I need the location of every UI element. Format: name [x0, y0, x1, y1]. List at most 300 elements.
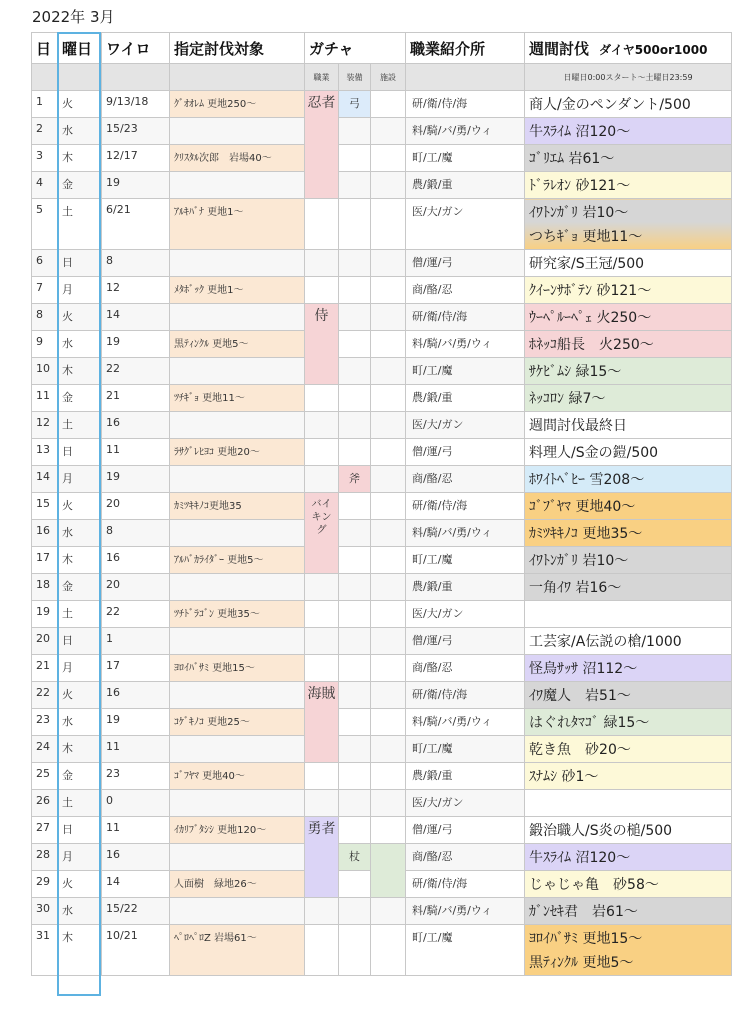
table-row — [32, 466, 732, 493]
weekly-hunt — [525, 199, 732, 250]
wairo-value: 14 — [102, 871, 170, 898]
gacha-job — [305, 601, 339, 628]
weekly-hunt — [525, 172, 732, 199]
job-office: 研/衛/侍/海 — [406, 493, 525, 520]
job-office: 研/衛/侍/海 — [406, 682, 525, 709]
gacha-equip — [339, 817, 371, 844]
gacha-job — [305, 385, 339, 412]
table-row — [32, 898, 732, 925]
weekly-hunt-line: 商人/金のペンダント/500 — [529, 97, 691, 113]
weekly-hunt-line: ﾄﾞﾗﾚｵﾝ 砂121〜 — [529, 178, 631, 194]
target-monster: ｸﾞｵｵﾚﾑ 更地250〜 — [170, 91, 305, 118]
target-monster: 黒ﾃｨﾝｸﾙ 更地5〜 — [170, 331, 305, 358]
day-number: 4 — [32, 172, 58, 199]
gacha-equip — [339, 493, 371, 520]
job-office: 医/大/ガン — [406, 412, 525, 439]
gacha-facility — [371, 91, 406, 118]
day-number: 27 — [32, 817, 58, 844]
gacha-job: 勇者 — [305, 817, 339, 898]
weekday: 日 — [58, 628, 102, 655]
day-number: 10 — [32, 358, 58, 385]
weekday: 火 — [58, 871, 102, 898]
target-monster: ｺｹﾞｷﾉｺ 更地25〜 — [170, 709, 305, 736]
weekday: 水 — [58, 898, 102, 925]
weekday: 木 — [58, 547, 102, 574]
wairo-value: 9/13/18 — [102, 91, 170, 118]
weekday: 水 — [58, 331, 102, 358]
gacha-job — [305, 574, 339, 601]
job-office: 農/鍛/重 — [406, 385, 525, 412]
weekly-hunt — [525, 628, 732, 655]
weekday: 金 — [58, 172, 102, 199]
table-row — [32, 574, 732, 601]
gacha-facility — [371, 250, 406, 277]
gacha-equip — [339, 736, 371, 763]
weekly-hunt-line: ｲﾜ魔人 岩51〜 — [529, 688, 631, 704]
gacha-facility — [371, 145, 406, 172]
weekly-hunt — [525, 709, 732, 736]
table-row — [32, 763, 732, 790]
weekly-hunt-line: 鍛治職人/S炎の槌/500 — [529, 823, 673, 839]
gacha-equip — [339, 709, 371, 736]
weekday: 水 — [58, 709, 102, 736]
weekly-hunt — [525, 493, 732, 520]
job-office: 料/騎/バ/勇/ウィ — [406, 331, 525, 358]
wairo-value: 20 — [102, 493, 170, 520]
weekly-hunt — [525, 520, 732, 547]
gacha-job — [305, 277, 339, 304]
job-office: 農/鍛/重 — [406, 574, 525, 601]
target-monster — [170, 304, 305, 331]
target-monster: ﾗｻｸﾞﾚﾋﾖｺ 更地20〜 — [170, 439, 305, 466]
gacha-facility — [371, 199, 406, 250]
target-monster: ｱﾙｷﾊﾞﾅ 更地1〜 — [170, 199, 305, 250]
weekly-hunt — [525, 250, 732, 277]
weekday: 月 — [58, 655, 102, 682]
gacha-equip — [339, 145, 371, 172]
day-number: 11 — [32, 385, 58, 412]
day-number: 1 — [32, 91, 58, 118]
day-number: 16 — [32, 520, 58, 547]
job-office: 僧/運/弓 — [406, 250, 525, 277]
table-row — [32, 844, 732, 871]
table-row — [32, 172, 732, 199]
day-number: 5 — [32, 199, 58, 250]
target-monster — [170, 628, 305, 655]
weekly-hunt — [525, 655, 732, 682]
table-row — [32, 817, 732, 844]
wairo-value: 16 — [102, 682, 170, 709]
day-number: 22 — [32, 682, 58, 709]
day-number: 28 — [32, 844, 58, 871]
weekly-hunt-line: 一角ｲﾜ 岩16〜 — [529, 580, 622, 596]
weekly-hunt-line: ｲﾜﾄﾝｶﾞﾘ 岩10〜 — [529, 553, 629, 569]
gacha-equip — [339, 439, 371, 466]
gacha-equip — [339, 520, 371, 547]
weekly-hunt-line: ﾈｯｺﾛﾝ 緑7〜 — [529, 391, 606, 407]
gacha-facility — [371, 709, 406, 736]
header-target: 指定討伐対象 — [170, 33, 305, 64]
weekly-hunt-line: じゃじゃ亀 砂58〜 — [529, 877, 659, 893]
header-gacha-job: 職業 — [305, 64, 339, 91]
day-number: 29 — [32, 871, 58, 898]
weekly-hunt — [525, 601, 732, 628]
day-number: 7 — [32, 277, 58, 304]
gacha-equip — [339, 682, 371, 709]
target-monster — [170, 172, 305, 199]
wairo-value: 8 — [102, 250, 170, 277]
wairo-value: 12/17 — [102, 145, 170, 172]
weekly-hunt-line: ﾎﾈｯｺ船長 火250〜 — [529, 337, 654, 353]
weekly-hunt — [525, 898, 732, 925]
wairo-value: 15/22 — [102, 898, 170, 925]
weekly-hunt-line: 黒ﾃｨﾝｸﾙ 更地5〜 — [529, 955, 634, 971]
weekday: 土 — [58, 199, 102, 250]
target-monster — [170, 118, 305, 145]
weekday: 木 — [58, 145, 102, 172]
table-row — [32, 304, 732, 331]
target-monster: ｲｶﾘﾌﾞﾀｼｼ 更地120〜 — [170, 817, 305, 844]
weekday: 土 — [58, 601, 102, 628]
weekly-hunt — [525, 331, 732, 358]
weekday: 木 — [58, 925, 102, 976]
gacha-facility — [371, 574, 406, 601]
table-row — [32, 385, 732, 412]
table-row — [32, 547, 732, 574]
target-monster — [170, 790, 305, 817]
target-monster — [170, 412, 305, 439]
target-monster: ｶﾐﾂｷｷﾉｺ更地35 — [170, 493, 305, 520]
target-monster: ｱﾙﾊﾞｶﾗｲﾀﾞｰ 更地5〜 — [170, 547, 305, 574]
job-office: 研/衛/侍/海 — [406, 871, 525, 898]
wairo-value: 22 — [102, 358, 170, 385]
gacha-job — [305, 763, 339, 790]
weekly-hunt — [525, 574, 732, 601]
gacha-equip — [339, 898, 371, 925]
table-row — [32, 199, 732, 250]
table-row — [32, 628, 732, 655]
gacha-facility — [371, 763, 406, 790]
weekly-hunt — [525, 118, 732, 145]
table-row — [32, 358, 732, 385]
weekly-hunt-line: ｽﾅﾑｼ 砂1〜 — [529, 769, 599, 785]
weekly-hunt-line: ﾖﾛｲﾊﾞｻﾐ 更地15〜 — [529, 931, 643, 947]
day-number: 26 — [32, 790, 58, 817]
gacha-facility — [371, 817, 406, 844]
weekly-hunt-line: ｶﾐﾂｷｷﾉｺ 更地35〜 — [529, 526, 643, 542]
gacha-facility — [371, 655, 406, 682]
gacha-job — [305, 439, 339, 466]
gacha-equip — [339, 601, 371, 628]
table-row — [32, 91, 732, 118]
weekday: 水 — [58, 118, 102, 145]
table-row — [32, 250, 732, 277]
weekly-hunt-line: 乾き魚 砂20〜 — [529, 742, 631, 758]
weekday: 日 — [58, 439, 102, 466]
gacha-equip — [339, 412, 371, 439]
weekday: 火 — [58, 682, 102, 709]
header-gacha: ガチャ — [305, 33, 406, 64]
day-number: 25 — [32, 763, 58, 790]
weekly-hunt-line: つちｷﾞｮ 更地11〜 — [529, 229, 643, 245]
weekly-hunt-line: ｺﾞﾘｴﾑ 岩61〜 — [529, 151, 615, 167]
weekday: 日 — [58, 250, 102, 277]
wairo-value: 14 — [102, 304, 170, 331]
gacha-facility — [371, 925, 406, 976]
weekly-hunt — [525, 277, 732, 304]
weekly-hunt — [525, 736, 732, 763]
day-number: 3 — [32, 145, 58, 172]
job-office: 医/大/ガン — [406, 790, 525, 817]
gacha-facility — [371, 304, 406, 331]
schedule-table — [31, 32, 732, 976]
target-monster — [170, 574, 305, 601]
job-office: 農/鍛/重 — [406, 763, 525, 790]
gacha-facility — [371, 547, 406, 574]
job-office: 町/工/魔 — [406, 145, 525, 172]
day-number: 12 — [32, 412, 58, 439]
gacha-job — [305, 898, 339, 925]
weekly-hunt — [525, 412, 732, 439]
gacha-equip — [339, 250, 371, 277]
day-number: 31 — [32, 925, 58, 976]
gacha-facility — [371, 172, 406, 199]
job-office: 商/酪/忍 — [406, 655, 525, 682]
gacha-facility — [371, 790, 406, 817]
job-office: 町/工/魔 — [406, 358, 525, 385]
gacha-job: 海賊 — [305, 682, 339, 763]
wairo-value: 19 — [102, 466, 170, 493]
table-row — [32, 331, 732, 358]
gacha-job: 忍者 — [305, 91, 339, 199]
weekly-hunt — [525, 817, 732, 844]
weekly-hunt-line: 怪鳥ｻｯｻ 沼112〜 — [529, 661, 638, 677]
weekly-hunt — [525, 439, 732, 466]
wairo-value: 11 — [102, 736, 170, 763]
gacha-equip — [339, 547, 371, 574]
header-weekly-label: 週間討伐 — [529, 39, 590, 58]
weekday: 月 — [58, 466, 102, 493]
weekly-hunt — [525, 145, 732, 172]
gacha-facility — [371, 844, 406, 898]
gacha-equip: 杖 — [339, 844, 371, 871]
wairo-value: 19 — [102, 172, 170, 199]
job-office: 医/大/ガン — [406, 199, 525, 250]
day-number: 8 — [32, 304, 58, 331]
weekly-hunt-line: ｸｲｰﾝｻﾎﾞﾃﾝ 砂121〜 — [529, 283, 652, 299]
weekly-hunt — [525, 925, 732, 976]
gacha-equip — [339, 790, 371, 817]
day-number: 14 — [32, 466, 58, 493]
weekday: 日 — [58, 817, 102, 844]
gacha-facility — [371, 277, 406, 304]
job-office: 僧/運/弓 — [406, 439, 525, 466]
weekly-hunt-line: ﾎﾜｲﾄﾍﾞﾋｰ 雪208〜 — [529, 472, 645, 488]
page-title: 2022年 3月 — [32, 8, 115, 26]
weekday: 木 — [58, 736, 102, 763]
target-monster: ﾂﾁﾄﾞﾗｺﾞﾝ 更地35〜 — [170, 601, 305, 628]
gacha-equip: 斧 — [339, 466, 371, 493]
wairo-value: 17 — [102, 655, 170, 682]
header-weekly-period: 日曜日0:00スタート〜土曜日23:59 — [525, 64, 732, 91]
weekly-hunt-line: ｲﾜﾄﾝｶﾞﾘ 岩10〜 — [529, 205, 629, 221]
gacha-facility — [371, 331, 406, 358]
weekly-hunt-line: ｺﾞﾌﾞﾔﾏ 更地40〜 — [529, 499, 636, 515]
day-number: 2 — [32, 118, 58, 145]
gacha-job — [305, 790, 339, 817]
target-monster — [170, 466, 305, 493]
gacha-equip — [339, 628, 371, 655]
gacha-equip — [339, 199, 371, 250]
weekday: 火 — [58, 304, 102, 331]
table-row — [32, 439, 732, 466]
gacha-equip — [339, 304, 371, 331]
gacha-facility — [371, 466, 406, 493]
gacha-equip — [339, 574, 371, 601]
job-office: 研/衛/侍/海 — [406, 91, 525, 118]
wairo-value: 16 — [102, 412, 170, 439]
job-office: 料/騎/バ/勇/ウィ — [406, 520, 525, 547]
day-number: 15 — [32, 493, 58, 520]
target-monster: 人面樹 緑地26〜 — [170, 871, 305, 898]
target-monster: ﾍﾟﾛﾍﾟﾛZ 岩場61〜 — [170, 925, 305, 976]
gacha-job: バイキング — [305, 493, 339, 574]
header-gacha-equip: 装備 — [339, 64, 371, 91]
day-number: 18 — [32, 574, 58, 601]
target-monster — [170, 844, 305, 871]
job-office: 研/衛/侍/海 — [406, 304, 525, 331]
gacha-facility — [371, 385, 406, 412]
gacha-equip — [339, 871, 371, 898]
weekly-hunt — [525, 547, 732, 574]
gacha-job — [305, 250, 339, 277]
wairo-value: 11 — [102, 439, 170, 466]
wairo-value: 11 — [102, 817, 170, 844]
target-monster — [170, 682, 305, 709]
gacha-equip — [339, 925, 371, 976]
day-number: 20 — [32, 628, 58, 655]
weekly-hunt — [525, 358, 732, 385]
weekly-hunt-line: 週間討伐最終日 — [529, 418, 628, 434]
weekly-hunt-line: 牛ｽﾗｲﾑ 沼120〜 — [529, 124, 631, 140]
day-number: 19 — [32, 601, 58, 628]
day-number: 24 — [32, 736, 58, 763]
weekly-hunt — [525, 790, 732, 817]
job-office: 町/工/魔 — [406, 547, 525, 574]
weekday: 金 — [58, 385, 102, 412]
job-office: 町/工/魔 — [406, 925, 525, 976]
target-monster — [170, 520, 305, 547]
weekly-hunt — [525, 91, 732, 118]
job-office: 医/大/ガン — [406, 601, 525, 628]
table-row — [32, 145, 732, 172]
gacha-equip — [339, 277, 371, 304]
weekday: 火 — [58, 493, 102, 520]
target-monster — [170, 736, 305, 763]
header-wairo: ワイロ — [102, 33, 170, 64]
gacha-equip — [339, 358, 371, 385]
wairo-value: 19 — [102, 331, 170, 358]
wairo-value: 1 — [102, 628, 170, 655]
job-office: 料/騎/バ/勇/ウィ — [406, 898, 525, 925]
header-weekday: 曜日 — [58, 33, 102, 64]
wairo-value: 15/23 — [102, 118, 170, 145]
weekly-hunt-line: はぐれﾀﾏｺﾞ 緑15〜 — [529, 715, 650, 731]
weekly-hunt — [525, 763, 732, 790]
gacha-job: 侍 — [305, 304, 339, 385]
job-office: 町/工/魔 — [406, 736, 525, 763]
gacha-facility — [371, 358, 406, 385]
gacha-facility — [371, 520, 406, 547]
wairo-value: 10/21 — [102, 925, 170, 976]
weekday: 土 — [58, 790, 102, 817]
weekly-hunt — [525, 844, 732, 871]
weekday: 月 — [58, 277, 102, 304]
gacha-job — [305, 655, 339, 682]
gacha-equip — [339, 118, 371, 145]
table-row — [32, 790, 732, 817]
table-row — [32, 520, 732, 547]
gacha-facility — [371, 493, 406, 520]
gacha-job — [305, 925, 339, 976]
table-row — [32, 277, 732, 304]
gacha-equip — [339, 763, 371, 790]
weekly-hunt — [525, 304, 732, 331]
weekly-hunt-line: ｳｰﾍﾟﾙｰﾍﾟｪ 火250〜 — [529, 310, 652, 326]
wairo-value: 21 — [102, 385, 170, 412]
target-monster: ﾒﾀﾎﾞｯｸ 更地1〜 — [170, 277, 305, 304]
wairo-value: 23 — [102, 763, 170, 790]
gacha-facility — [371, 682, 406, 709]
day-number: 13 — [32, 439, 58, 466]
gacha-job — [305, 199, 339, 250]
table-row — [32, 601, 732, 628]
target-monster: ﾂﾁｷﾞｮ 更地11〜 — [170, 385, 305, 412]
job-office: 農/鍛/重 — [406, 172, 525, 199]
target-monster — [170, 898, 305, 925]
wairo-value: 20 — [102, 574, 170, 601]
table-row — [32, 655, 732, 682]
day-number: 17 — [32, 547, 58, 574]
job-office: 僧/運/弓 — [406, 628, 525, 655]
day-number: 23 — [32, 709, 58, 736]
gacha-facility — [371, 412, 406, 439]
wairo-value: 19 — [102, 709, 170, 736]
weekly-hunt — [525, 466, 732, 493]
day-number: 6 — [32, 250, 58, 277]
table-row — [32, 493, 732, 520]
weekly-hunt — [525, 682, 732, 709]
header-day: 日 — [32, 33, 58, 64]
weekly-hunt-line: 料理人/S金の鎧/500 — [529, 445, 659, 461]
gacha-facility — [371, 439, 406, 466]
table-row — [32, 709, 732, 736]
weekday: 水 — [58, 520, 102, 547]
target-monster: ﾖﾛｲﾊﾞｻﾐ 更地15〜 — [170, 655, 305, 682]
gacha-equip — [339, 172, 371, 199]
header-gacha-facility: 施設 — [371, 64, 406, 91]
gacha-job — [305, 628, 339, 655]
weekly-hunt — [525, 871, 732, 898]
day-number: 21 — [32, 655, 58, 682]
table-row — [32, 412, 732, 439]
gacha-equip — [339, 385, 371, 412]
table-row — [32, 118, 732, 145]
weekday: 木 — [58, 358, 102, 385]
table-row — [32, 925, 732, 976]
gacha-equip: 弓 — [339, 91, 371, 118]
weekday: 金 — [58, 574, 102, 601]
